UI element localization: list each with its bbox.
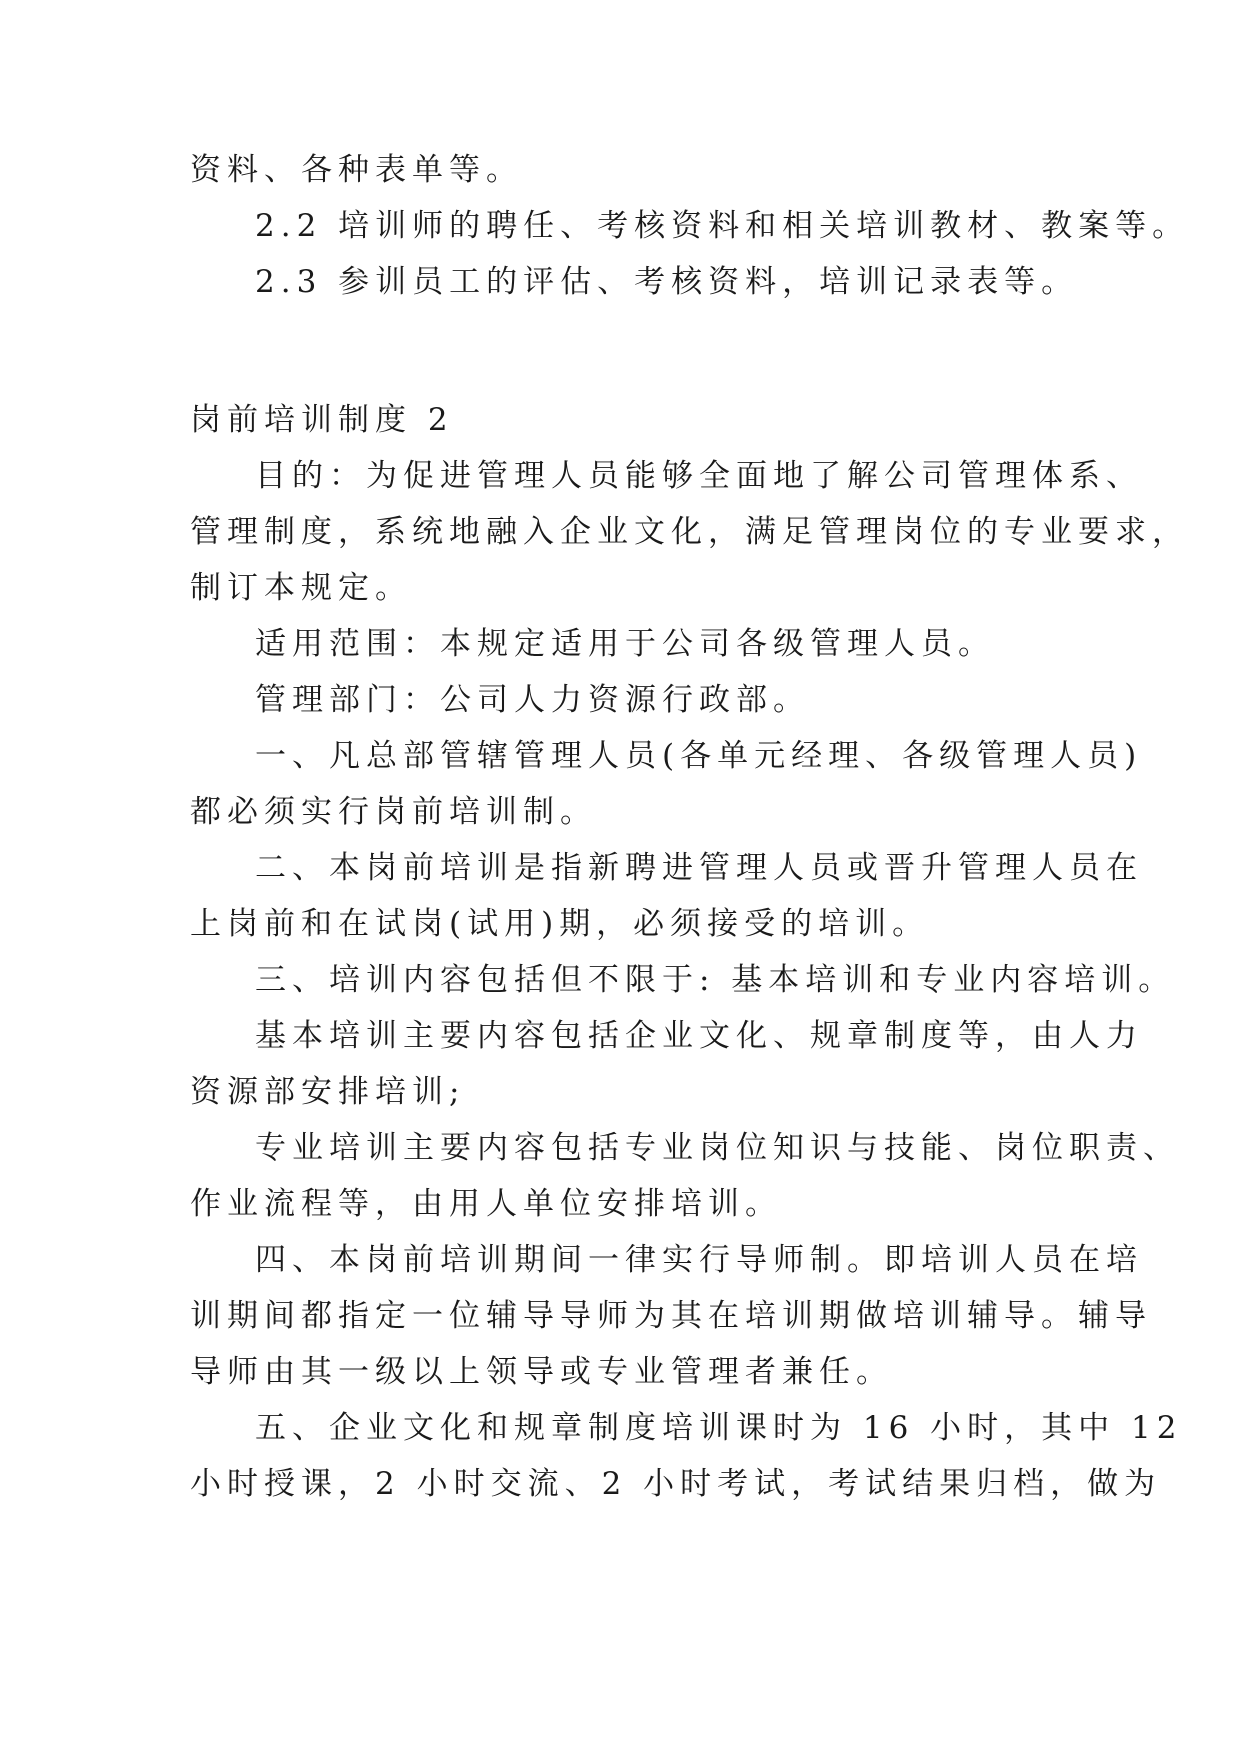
text-line: 资料、各种表单等。 — [190, 152, 523, 188]
text-line: 上岗前和在试岗(试用)期，必须接受的培训。 — [190, 906, 930, 942]
text-line: 五、企业文化和规章制度培训课时为 16 小时，其中 12 — [255, 1410, 1183, 1446]
text-line: 一、凡总部管辖管理人员(各单元经理、各级管理人员) — [255, 738, 1143, 774]
text-line: 2.3 参训员工的评估、考核资料，培训记录表等。 — [255, 264, 1079, 300]
text-line: 四、本岗前培训期间一律实行导师制。即培训人员在培 — [255, 1242, 1143, 1278]
text-line: 二、本岗前培训是指新聘进管理人员或晋升管理人员在 — [255, 850, 1143, 886]
text-line: 专业培训主要内容包括专业岗位知识与技能、岗位职责、 — [255, 1130, 1180, 1166]
text-line: 三、培训内容包括但不限于: 基本培训和专业内容培训。 — [255, 962, 1176, 998]
text-line: 资源部安排培训; — [190, 1074, 466, 1110]
text-line: 管理部门：公司人力资源行政部。 — [255, 682, 810, 718]
text-line: 2.2 培训师的聘任、考核资料和相关培训教材、教案等。 — [255, 208, 1190, 244]
text-line: 基本培训主要内容包括企业文化、规章制度等，由人力 — [255, 1018, 1143, 1054]
text-line: 制订本规定。 — [190, 570, 412, 606]
text-line: 都必须实行岗前培训制。 — [190, 794, 597, 830]
section-heading: 岗前培训制度 2 — [190, 402, 454, 438]
text-line: 导师由其一级以上领导或专业管理者兼任。 — [190, 1354, 893, 1390]
text-line: 管理制度，系统地融入企业文化，满足管理岗位的专业要求， — [190, 514, 1189, 550]
text-line: 适用范围：本规定适用于公司各级管理人员。 — [255, 626, 995, 662]
text-line: 目的：为促进管理人员能够全面地了解公司管理体系、 — [255, 458, 1143, 494]
text-line: 训期间都指定一位辅导导师为其在培训期做培训辅导。辅导 — [190, 1298, 1152, 1334]
text-line: 小时授课，2 小时交流、2 小时考试，考试结果归档，做为 — [190, 1466, 1162, 1502]
text-line: 作业流程等，由用人单位安排培训。 — [190, 1186, 782, 1222]
